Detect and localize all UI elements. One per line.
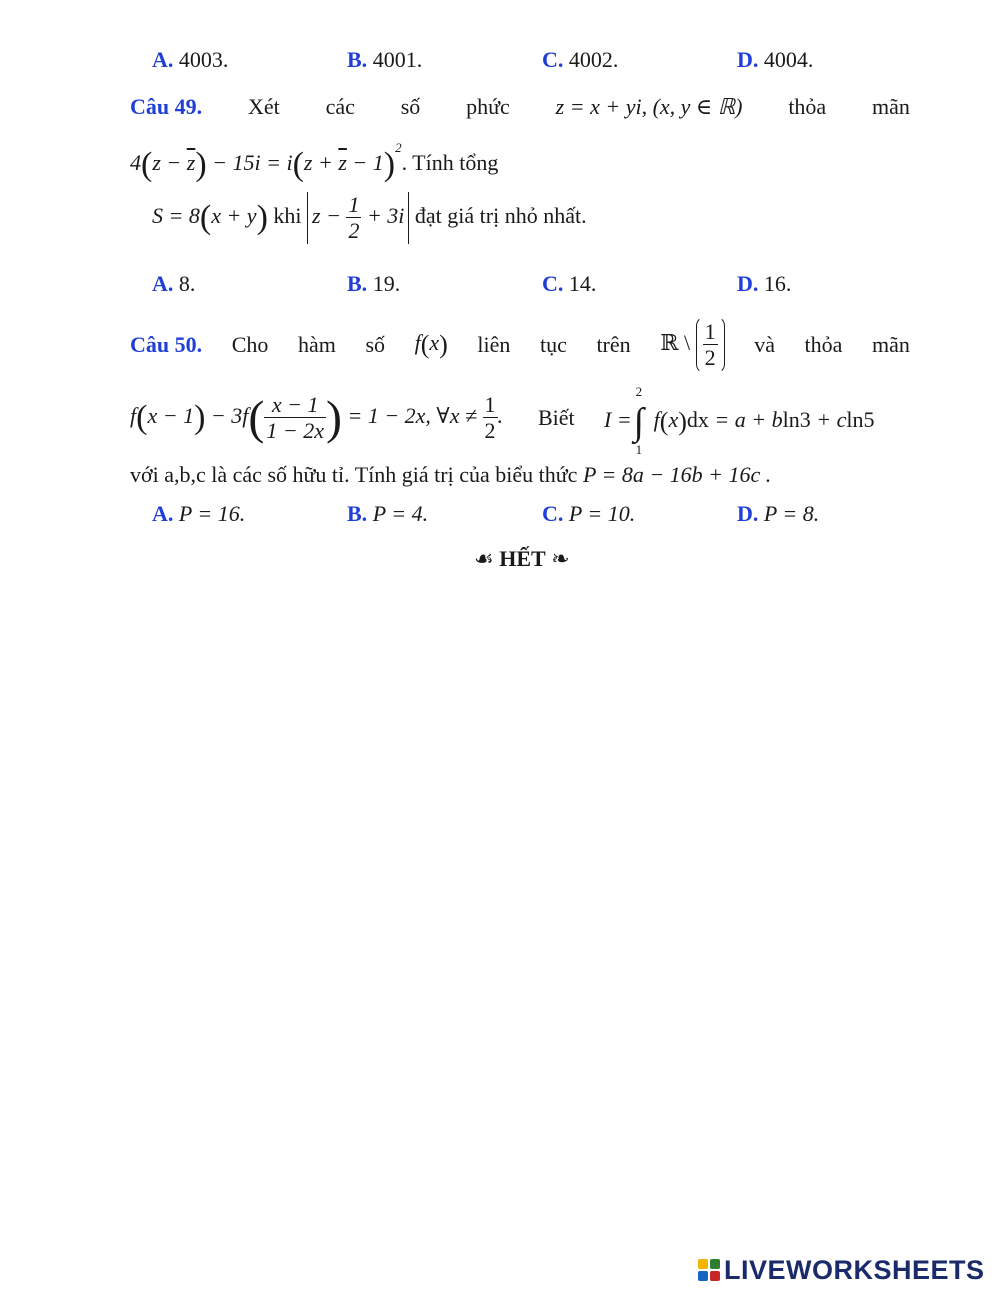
word: hàm <box>297 331 336 357</box>
condition-text: đạt giá trị nhỏ nhất. <box>414 202 587 228</box>
q48-option-a <box>152 47 228 73</box>
option-text: 8. <box>178 271 196 296</box>
word: Xét <box>247 94 280 119</box>
equation-tail: . Tính tổng <box>401 150 499 175</box>
ornament-left-icon: ☙ <box>474 546 494 571</box>
option-label: D. <box>737 271 759 296</box>
ornament-right-icon: ❧ <box>551 546 570 571</box>
logo-mark-icon <box>698 1259 720 1281</box>
word: tục <box>539 331 567 357</box>
option-label: B. <box>347 271 368 296</box>
word: Cho <box>231 331 269 357</box>
option-label: C. <box>542 47 564 72</box>
end-mark <box>474 546 570 572</box>
word: mãn <box>872 331 910 357</box>
option-label: A. <box>152 47 174 72</box>
option-text: 4002. <box>568 47 619 72</box>
option-label: A. <box>152 271 174 296</box>
option-label: C. <box>542 501 564 526</box>
word: mãn <box>872 94 910 119</box>
q49-option-c <box>542 271 596 297</box>
option-text: P = 10. <box>568 501 636 526</box>
option-text: 16. <box>763 271 792 296</box>
q50-option-a <box>152 501 245 527</box>
q49-option-d <box>737 271 791 297</box>
word: thỏa <box>804 331 843 357</box>
modulus-expression: z − $\frac{1}{2}$ + 3i <box>307 192 409 244</box>
q50-option-d <box>737 501 819 527</box>
word-biet: Biết <box>538 405 575 430</box>
option-text: 19. <box>372 271 401 296</box>
expression: P = 8a − 16b + 16c . <box>582 462 772 487</box>
q49-option-a <box>152 271 195 297</box>
word: số <box>365 331 385 357</box>
option-label: B. <box>347 47 368 72</box>
option-label: D. <box>737 501 759 526</box>
question-number: Câu 50. <box>130 331 203 357</box>
q49-option-b <box>347 271 400 297</box>
q49-sum-line: S = 8(x + y) khi z − $\frac{1}{2}$ + 3i đạt giá trị nhỏ nhất. <box>152 192 587 244</box>
q50-line3 <box>130 462 771 488</box>
line3-text: với a,b,c là các số hữu tỉ. Tính giá trị của biểu thức <box>130 462 578 487</box>
option-text: P = 16. <box>178 501 246 526</box>
word: và <box>754 331 775 357</box>
word: các <box>325 94 355 119</box>
liveworksheets-logo[interactable] <box>698 1255 985 1285</box>
q49-equation: $4(z - \overline{z}) - 15i = i(z + \overline{z} - 1)^2$. Tính tổng <box>130 140 499 183</box>
option-text: P = 4. <box>372 501 429 526</box>
option-text: 4004. <box>763 47 814 72</box>
word: số <box>400 94 421 119</box>
option-text: 4003. <box>178 47 229 72</box>
function-f: f(x) <box>414 329 448 359</box>
q48-option-b <box>347 47 422 73</box>
word: liên <box>477 331 511 357</box>
question-number: Câu 49. <box>130 94 203 119</box>
option-label: D. <box>737 47 759 72</box>
q48-option-d <box>737 47 813 73</box>
option-label: C. <box>542 271 564 296</box>
integral-sign: ∫ 2 1 <box>633 384 645 457</box>
q49-line1 <box>130 94 910 120</box>
domain-set: ℝ \ $\frac{1}{2}$ <box>660 316 724 374</box>
option-text: 14. <box>568 271 597 296</box>
q50-option-c <box>542 501 635 527</box>
logo-text: LIVEWORKSHEETS <box>724 1254 985 1285</box>
option-label: B. <box>347 501 368 526</box>
q50-line1 <box>130 316 910 374</box>
end-text: HẾT <box>499 546 546 571</box>
word: trên <box>596 331 631 357</box>
option-text: P = 8. <box>763 501 820 526</box>
option-text: 4001. <box>372 47 423 72</box>
q50-option-b <box>347 501 428 527</box>
option-label: A. <box>152 501 174 526</box>
word-khi: khi <box>273 202 302 228</box>
word: thỏa <box>788 94 827 119</box>
q48-option-c <box>542 47 618 73</box>
z-definition: z = x + yi, (x, y ∈ ℝ) <box>555 94 743 119</box>
word: phức <box>466 94 510 119</box>
q50-integral: I = ∫ 2 1 f(x)dx = a + bln3 + cln5 <box>604 384 875 457</box>
q50-functional-equation: f(x − 1) − 3f( $\frac{x - 1}{1 - 2x}$ ) = 1 − 2x, ∀x ≠ $\frac{1}{2}$ . <box>130 391 504 444</box>
